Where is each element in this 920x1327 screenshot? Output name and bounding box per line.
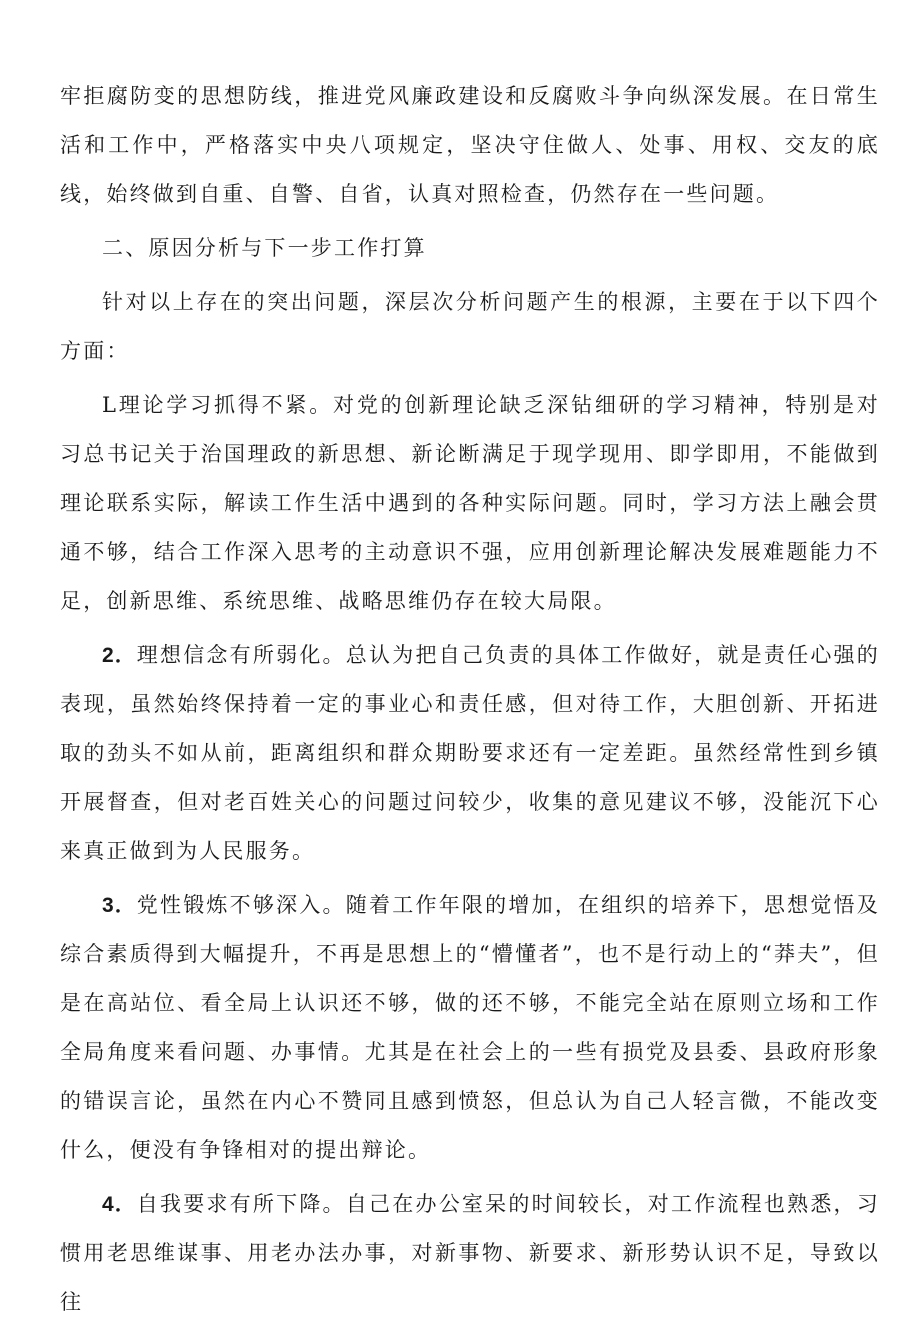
list-item-3 [60, 881, 880, 1175]
paragraph-intro: 针对以上存在的突出问题，深层次分析问题产生的根源，主要在于以下四个方面： [60, 290, 880, 363]
list-item-1: L理论学习抓得不紧。对党的创新理论缺乏深钻细研的学习精神，特别是对习总书记关于治国理政的新思想、新论断满足于现学现用、即学即用，不能做到理论联系实际，解读工作生活中遇到的各种实际问题。同时，学习方法上融会贯通不够，结合工作深入思考的主动意识不强，应用创新理论解决发展难题能力不足，创新思维、系统思维、战略思维仍存在较大局限。 [60, 393, 880, 613]
document-body [60, 72, 880, 1327]
list-item-2 [60, 631, 880, 876]
section-heading: 二、原因分析与下一步工作打算 [102, 236, 427, 260]
list-item-4 [60, 1180, 880, 1327]
list-item-3-number: 3． [102, 894, 137, 917]
list-item-4-text: 自我要求有所下降。自己在办公室呆的时间较长，对工作流程也熟悉，习惯用老思维谋事、用老办法办事，对新事物、新要求、新形势认识不足，导致以往 [60, 1192, 880, 1314]
paragraph-continuation: 牢拒腐防变的思想防线，推进党风廉政建设和反腐败斗争向纵深发展。在日常生活和工作中，严格落实中央八项规定，坚决守住做人、处事、用权、交友的底线，始终做到自重、自警、自省，认真对照检查，仍然存在一些问题。 [60, 84, 880, 206]
list-item-3-text: 党性锻炼不够深入。随着工作年限的增加，在组织的培养下，思想觉悟及综合素质得到大幅提升，不再是思想上的“懵懂者”，也不是行动上的“莽夫”，但是在高站位、看全局上认识还不够，做的还不够，不能完全站在原则立场和工作全局角度来看问题、办事情。尤其是在社会上的一些有损党及县委、县政府形象的错误言论，虽然在内心不赞同且感到愤怒，但总认为自己人轻言微，不能改变什么，便没有争锋相对的提出辩论。 [60, 893, 880, 1162]
list-item-2-text: 理想信念有所弱化。总认为把自己负责的具体工作做好，就是责任心强的表现，虽然始终保持着一定的事业心和责任感，但对待工作，大胆创新、开拓进取的劲头不如从前，距离组织和群众期盼要求还有一定差距。虽然经常性到乡镇开展督查，但对老百姓关心的问题过问较少，收集的意见建议不够，没能沉下心来真正做到为人民服务。 [60, 643, 880, 863]
list-item-2-number: 2． [102, 644, 137, 667]
list-item-4-number: 4． [102, 1193, 137, 1216]
